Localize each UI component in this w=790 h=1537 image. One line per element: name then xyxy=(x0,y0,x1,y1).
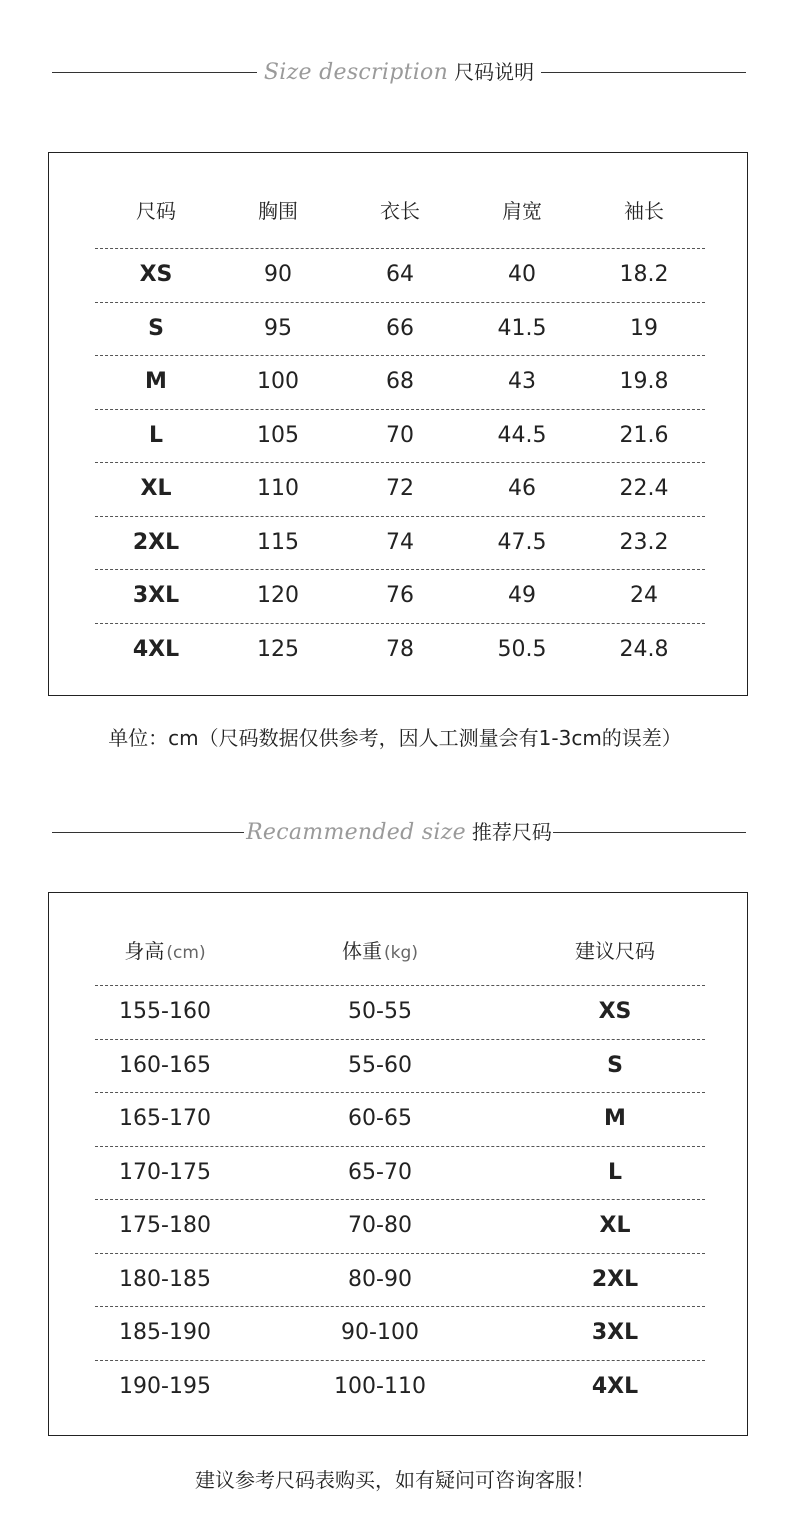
recommended-size-cell: S xyxy=(607,1052,623,1078)
recommended-size-cell: M xyxy=(604,1106,626,1132)
measurement-cell: 49 xyxy=(508,583,536,609)
table-row xyxy=(95,250,705,300)
measurement-cell: 22.4 xyxy=(619,476,669,502)
measurement-cell: 24 xyxy=(630,583,658,609)
measurement-cell: 19 xyxy=(630,315,658,341)
recommended-size-table xyxy=(48,892,748,1436)
row-divider xyxy=(95,1092,705,1093)
recommended-size-cell: 3XL xyxy=(591,1320,639,1346)
size-label-cell: XS xyxy=(139,262,173,288)
size-label-cell: S xyxy=(148,315,164,341)
recommended-size-cell: 4XL xyxy=(591,1373,639,1399)
measurement-cell: 24.8 xyxy=(619,636,669,662)
column-header-size: 尺码 xyxy=(136,198,176,223)
measurement-cell: 40 xyxy=(508,262,536,288)
measurement-cell: 105 xyxy=(257,422,299,448)
measurement-cell: 100 xyxy=(257,369,299,395)
measurement-cell: 74 xyxy=(386,529,414,555)
size-label-cell: L xyxy=(148,422,164,448)
table-row xyxy=(95,1094,705,1144)
table-row xyxy=(95,464,705,514)
measurement-cell: 21.6 xyxy=(619,422,669,448)
row-divider xyxy=(95,516,705,517)
size-label-cell: XL xyxy=(140,476,172,502)
heading-chinese-text: 尺码说明 xyxy=(454,60,535,84)
table-row xyxy=(95,1255,705,1305)
row-divider xyxy=(95,623,705,624)
weight-range-cell: 60-65 xyxy=(348,1106,412,1132)
row-divider xyxy=(95,1199,705,1200)
measurement-cell: 47.5 xyxy=(497,529,547,555)
weight-range-cell: 100-110 xyxy=(334,1373,426,1399)
row-divider xyxy=(95,1146,705,1147)
measurement-cell: 68 xyxy=(386,369,414,395)
weight-label: 体重 xyxy=(342,938,383,963)
measurement-cell: 95 xyxy=(264,315,292,341)
row-divider xyxy=(95,1039,705,1040)
row-divider xyxy=(95,248,705,249)
measurement-cell: 41.5 xyxy=(497,315,547,341)
height-range-cell: 185-190 xyxy=(119,1320,211,1346)
height-range-cell: 165-170 xyxy=(119,1106,211,1132)
row-divider xyxy=(95,462,705,463)
measurement-cell: 44.5 xyxy=(497,422,547,448)
measurement-cell: 50.5 xyxy=(497,636,547,662)
size-label-cell: M xyxy=(145,369,167,395)
table-row xyxy=(95,625,705,675)
row-divider xyxy=(95,1306,705,1307)
recommended-size-heading xyxy=(52,817,746,847)
recommended-size-cell: 2XL xyxy=(591,1266,639,1292)
measurement-cell: 120 xyxy=(257,583,299,609)
weight-range-cell: 90-100 xyxy=(341,1320,419,1346)
column-header-length: 衣长 xyxy=(380,198,420,223)
table-row xyxy=(95,1201,705,1251)
weight-range-cell: 80-90 xyxy=(348,1266,412,1292)
measurement-cell: 70 xyxy=(386,422,414,448)
unit-note: 单位：cm（尺码数据仅供参考，因人工测量会有1-3cm的误差） xyxy=(108,726,682,750)
table-row xyxy=(95,357,705,407)
weight-range-cell: 70-80 xyxy=(348,1213,412,1239)
heading-english-text: Size description xyxy=(263,60,449,85)
heading-english-text: Recammended size xyxy=(246,820,466,845)
measurement-cell: 78 xyxy=(386,636,414,662)
height-unit: (cm) xyxy=(166,942,206,963)
recommended-size-cell: L xyxy=(607,1159,623,1185)
measurement-cell: 46 xyxy=(508,476,536,502)
row-divider xyxy=(95,355,705,356)
heading-caption xyxy=(52,817,746,849)
size-table-header-row xyxy=(95,191,705,227)
measurement-cell: 19.8 xyxy=(619,369,669,395)
column-header-shoulder: 肩宽 xyxy=(502,198,542,223)
row-divider xyxy=(95,1360,705,1361)
heading-caption xyxy=(52,57,746,89)
measurement-cell: 23.2 xyxy=(619,529,669,555)
column-header-chest: 胸围 xyxy=(258,198,298,223)
column-header-sleeve: 袖长 xyxy=(624,198,664,223)
height-range-cell: 175-180 xyxy=(119,1213,211,1239)
measurement-cell: 66 xyxy=(386,315,414,341)
row-divider xyxy=(95,409,705,410)
measurement-cell: 90 xyxy=(264,262,292,288)
row-divider xyxy=(95,985,705,986)
size-description-heading xyxy=(52,57,746,87)
height-label: 身高 xyxy=(124,938,165,963)
measurement-cell: 18.2 xyxy=(619,262,669,288)
weight-range-cell: 50-55 xyxy=(348,999,412,1025)
size-label-cell: 3XL xyxy=(132,583,180,609)
measurement-cell: 72 xyxy=(386,476,414,502)
table-row xyxy=(95,518,705,568)
height-range-cell: 155-160 xyxy=(119,999,211,1025)
table-row xyxy=(95,304,705,354)
size-chart-table xyxy=(48,152,748,696)
column-header-height xyxy=(95,935,235,964)
table-row xyxy=(95,571,705,621)
column-header-recommended-size: 建议尺码 xyxy=(575,938,655,963)
table-row xyxy=(95,1148,705,1198)
measurement-cell: 125 xyxy=(257,636,299,662)
measurement-cell: 110 xyxy=(257,476,299,502)
table-row xyxy=(95,1362,705,1412)
measurement-cell: 76 xyxy=(386,583,414,609)
column-header-weight xyxy=(235,935,525,964)
row-divider xyxy=(95,1253,705,1254)
recommended-size-cell: XL xyxy=(599,1213,631,1239)
measurement-cell: 43 xyxy=(508,369,536,395)
table-row xyxy=(95,987,705,1037)
heading-chinese-text: 推荐尺码 xyxy=(471,820,552,844)
height-range-cell: 190-195 xyxy=(119,1373,211,1399)
recommended-size-cell: XS xyxy=(598,999,632,1025)
table-row xyxy=(95,1308,705,1358)
table-row xyxy=(95,1041,705,1091)
weight-unit: (kg) xyxy=(384,942,418,963)
footer-note: 建议参考尺码表购买，如有疑问可咨询客服！ xyxy=(195,1468,595,1492)
weight-range-cell: 55-60 xyxy=(348,1052,412,1078)
size-label-cell: 2XL xyxy=(132,529,180,555)
weight-range-cell: 65-70 xyxy=(348,1159,412,1185)
height-range-cell: 170-175 xyxy=(119,1159,211,1185)
recommend-table-header-row xyxy=(95,931,705,967)
size-label-cell: 4XL xyxy=(132,636,180,662)
table-row xyxy=(95,411,705,461)
row-divider xyxy=(95,569,705,570)
heading-rule-right xyxy=(541,72,746,73)
measurement-cell: 115 xyxy=(257,529,299,555)
height-range-cell: 160-165 xyxy=(119,1052,211,1078)
measurement-cell: 64 xyxy=(386,262,414,288)
row-divider xyxy=(95,302,705,303)
heading-rule-right xyxy=(553,832,746,833)
height-range-cell: 180-185 xyxy=(119,1266,211,1292)
